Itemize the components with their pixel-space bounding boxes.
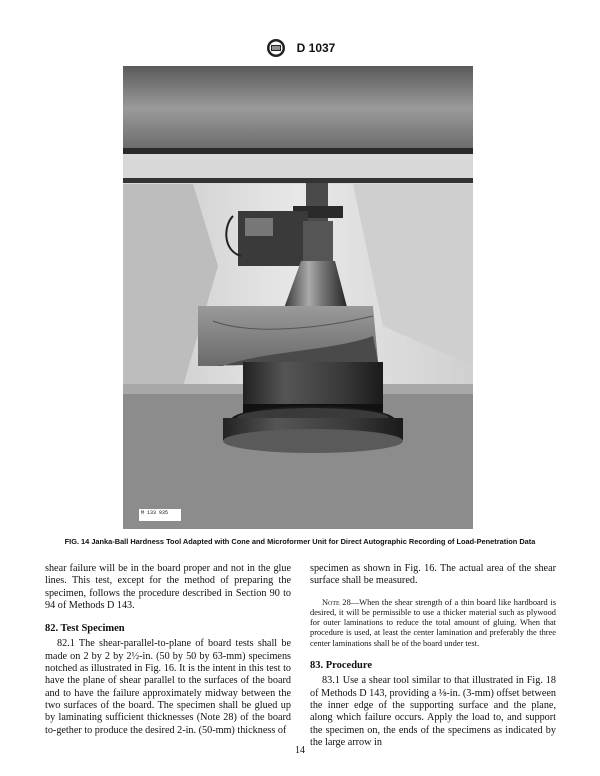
paragraph-continued: specimen as shown in Fig. 16. The actual area of the shear surface shall be measured.	[310, 563, 556, 587]
note-28	[310, 598, 556, 649]
figure-stamp: M 133 935	[141, 510, 169, 516]
figure-caption: FIG. 14 Janka-Ball Hardness Tool Adapted with Cone and Microformer Unit for Direct Autographic Recording of Load-Penetration Data	[64, 537, 536, 546]
section-heading-procedure: 83. Procedure	[310, 660, 373, 672]
standard-designation: D 1037	[296, 41, 336, 55]
page-number: 14	[295, 745, 305, 756]
figure-photograph	[123, 66, 473, 529]
page-header	[0, 38, 600, 58]
paragraph-shear-failure: shear failure will be in the board proper and not in the glue lines. This test, except for the method of preparing the specimen, follows the procedure described in Section 90 to 94 of Methods D 143.	[45, 563, 291, 611]
note-text: —When the shear strength of a thin board like hardboard is desired, it will be permissible to use a thicker material such as plywood for outer laminations to reduce the total amount of gluing. When that procedure is used, at least the center lamination and preferably the three center laminations shall be of the board under test.	[310, 597, 556, 648]
section-heading-test-specimen: 82. Test Specimen	[45, 623, 125, 635]
paragraph-83-1: 83.1 Use a shear tool similar to that illustrated in Fig. 18 of Methods D 143, providing a ⅛-in. (3-mm) offset between the inner edge of the supporting surface and the plane, along which failure occurs. Apply the load to, and support the specimen on, the ends of the specimens as indicated by the large arrow in	[310, 675, 556, 748]
astm-logo-icon	[265, 38, 287, 58]
left-column	[45, 563, 291, 737]
paragraph-82-1: 82.1 The shear-parallel-to-plane of board tests shall be made on 2 by 2 by 2½-in. (50 by 50 by 63-mm) specimens notched as illustrated in Fig. 16. It is the intent in this test to have the plane of shear parallel to the surfaces of the board and to have the failure approximately midway between the two surfaces of the board. The specimen shall be glued up by laminating sufficient thicknesses (Note 28) of the board to-gether to produce the desired 2-in. (50-mm) thickness of	[45, 638, 291, 736]
note-label: Note 28	[322, 597, 351, 607]
right-column	[310, 563, 556, 749]
testing-machine-photo	[123, 66, 473, 529]
